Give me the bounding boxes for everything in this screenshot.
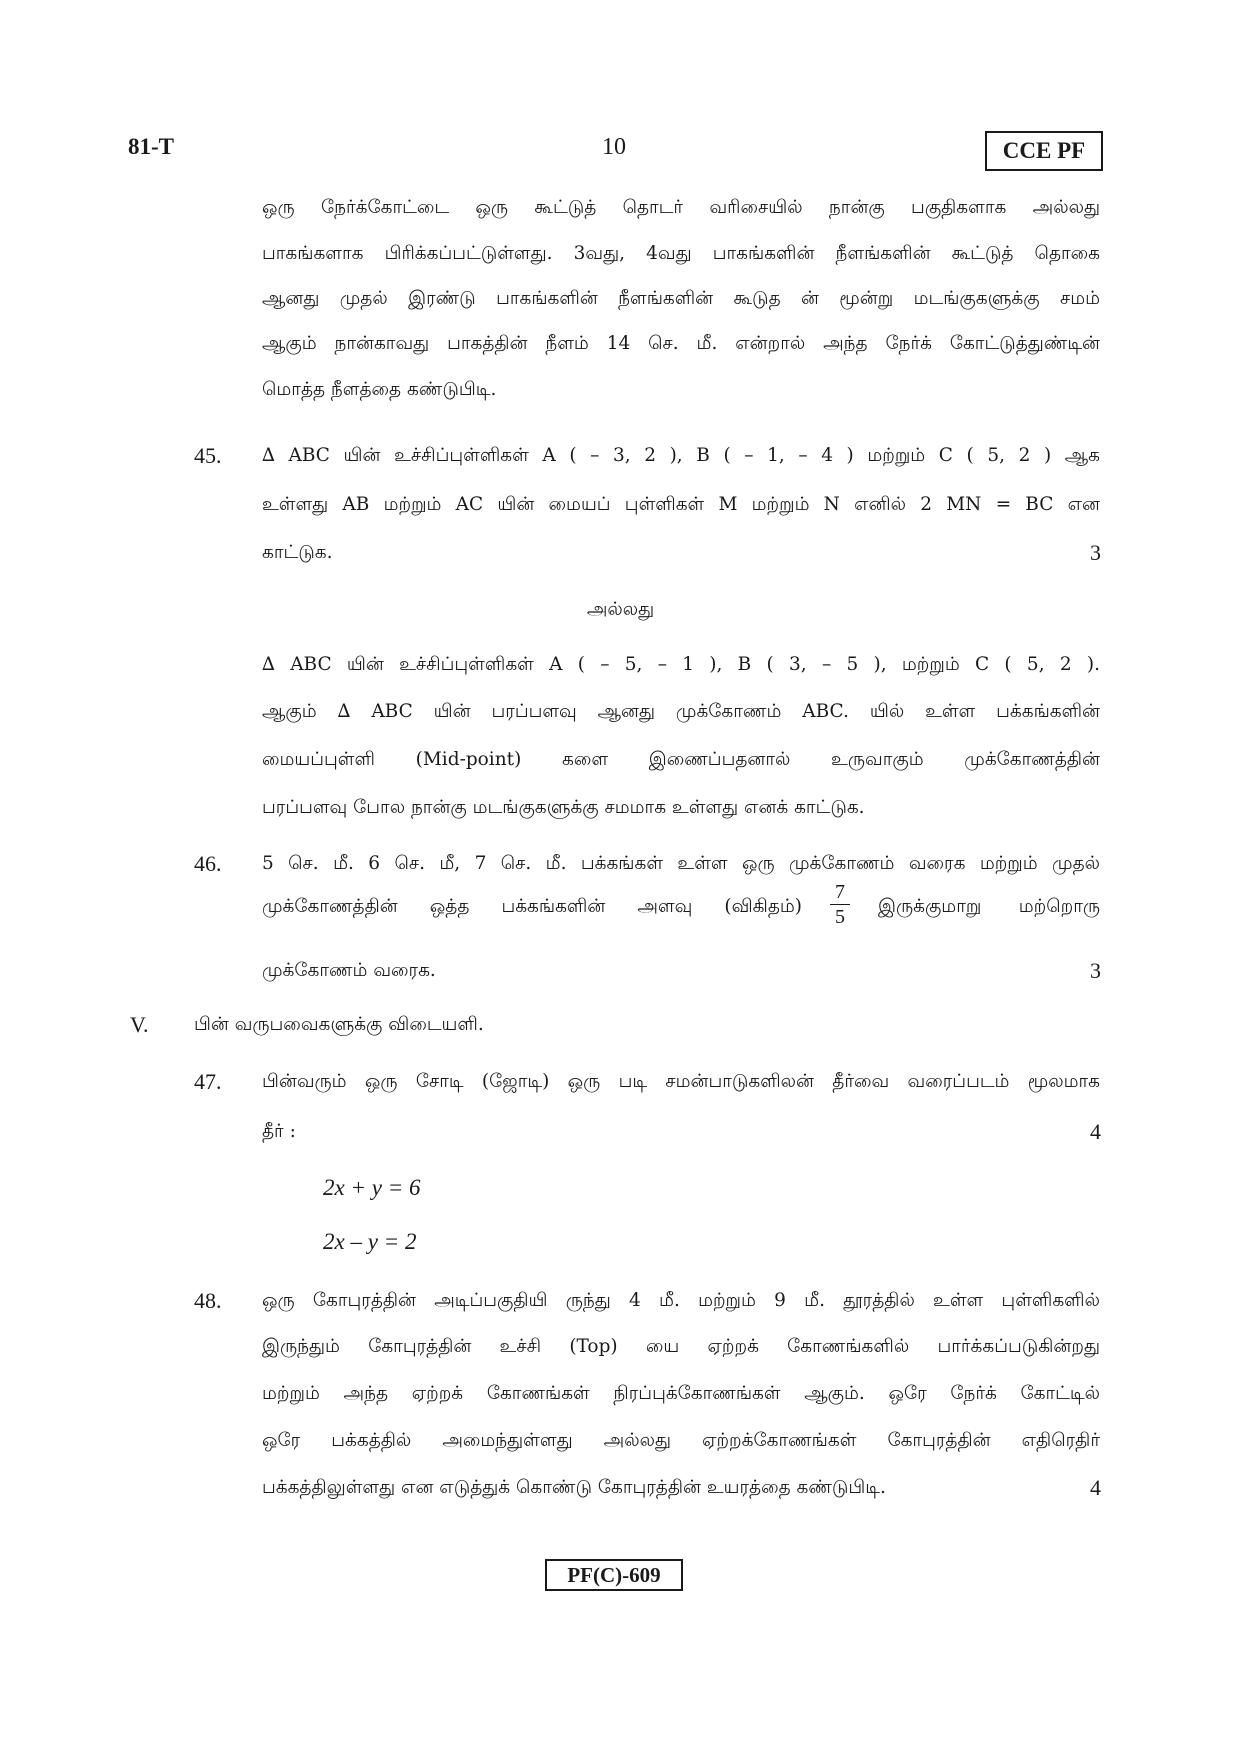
paper-code: 81-T — [128, 134, 174, 159]
equation-1: 2x + y = 6 — [323, 1175, 421, 1200]
series-box: CCE PF — [985, 131, 1103, 171]
q45-alt-line-2: ஆகும் ∆ ABC யின் பரப்பளவு ஆனது முக்கோணம் ABC. யில் உள்ள பக்கங்களின் — [262, 701, 1100, 722]
q46-line-3: முக்கோணம் வரைக. — [262, 960, 436, 981]
q47-marks: 4 — [1090, 1119, 1101, 1144]
intro-line-1: ஒரு நேர்க்கோட்டை ஒரு கூட்டுத் தொடர் வரிசையில் நான்கு பகுதிகளாக அல்லது — [262, 197, 1100, 218]
question-number-46: 46. — [194, 851, 222, 876]
footer-code-box: PF(C)-609 — [545, 1559, 683, 1591]
ratio-fraction — [830, 880, 850, 929]
q48-line-3: மற்றும் அந்த ஏற்றக் கோணங்கள் நிரப்புக்கோணங்கள் ஆகும். ஒரே நேர்க் கோட்டில் — [262, 1383, 1100, 1404]
q46-marks: 3 — [1090, 958, 1101, 983]
intro-line-2: பாகங்களாக பிரிக்கப்பட்டுள்ளது. 3வது, 4வது பாகங்களின் நீளங்களின் கூட்டுத் தொகை — [262, 243, 1100, 264]
q45-line-1: ∆ ABC யின் உச்சிப்புள்ளிகள் A ( – 3, 2 ), B ( – 1, – 4 ) மற்றும் C ( 5, 2 ) ஆக — [262, 445, 1100, 466]
question-number-48: 48. — [194, 1288, 222, 1313]
question-number-45: 45. — [194, 443, 222, 468]
equation-2: 2x – y = 2 — [323, 1229, 417, 1254]
question-number-47: 47. — [194, 1069, 222, 1094]
q48-marks: 4 — [1090, 1475, 1101, 1500]
q48-line-4: ஒரே பக்கத்தில் அமைந்துள்ளது அல்லது ஏற்றக்கோணங்கள் கோபுரத்தின் எதிரெதிர் — [262, 1430, 1100, 1451]
q45-line-3: காட்டுக. — [262, 542, 333, 563]
q46-line-1: 5 செ. மீ. 6 செ. மீ, 7 செ. மீ. பக்கங்கள் உள்ள ஒரு முக்கோணம் வரைக மற்றும் முதல் — [262, 853, 1100, 874]
q47-line-1: பின்வரும் ஒரு சோடி (ஜோடி) ஒரு படி சமன்பாடுகளிலன் தீர்வை வரைப்படம் மூலமாக — [262, 1071, 1100, 1092]
page-number: 10 — [602, 134, 626, 160]
q45-line-2: உள்ளது AB மற்றும் AC யின் மையப் புள்ளிகள் M மற்றும் N எனில் 2 MN = BC என — [262, 494, 1100, 515]
fraction-numerator: 7 — [830, 880, 850, 905]
intro-line-3: ஆனது முதல் இரண்டு பாகங்களின் நீளங்களின் கூடுத ன் மூன்று மடங்குகளுக்கு சமம் — [262, 288, 1100, 309]
q48-line-5: பக்கத்திலுள்ளது என எடுத்துக் கொண்டு கோபுரத்தின் உயரத்தை கண்டுபிடி. — [262, 1477, 886, 1498]
section-number: V. — [130, 1012, 149, 1037]
q46-line-2-left: முக்கோணத்தின் ஒத்த பக்கங்களின் அளவு (விகிதம்) — [262, 896, 802, 917]
q46-line-2-right: இருக்குமாறு மற்றொரு — [878, 896, 1100, 917]
q45-marks: 3 — [1090, 540, 1101, 565]
or-label: அல்லது — [586, 599, 655, 620]
q45-alt-line-3: மையப்புள்ளி (Mid-point) களை இணைப்பதனால் உருவாகும் முக்கோணத்தின் — [262, 749, 1100, 770]
section-title: பின் வருபவைகளுக்கு விடையளி. — [194, 1014, 484, 1035]
q48-line-2: இருந்தும் கோபுரத்தின் உச்சி (Top) யை ஏற்றக் கோணங்களில் பார்க்கப்படுகின்றது — [262, 1336, 1100, 1357]
q45-alt-line-4: பரப்பளவு போல நான்கு மடங்குகளுக்கு சமமாக உள்ளது எனக் காட்டுக. — [262, 797, 865, 818]
fraction-denominator: 5 — [835, 906, 845, 928]
q45-alt-line-1: ∆ ABC யின் உச்சிப்புள்ளிகள் A ( – 5, – 1 ), B ( 3, – 5 ), மற்றும் C ( 5, 2 ). — [262, 654, 1100, 675]
intro-line-5: மொத்த நீளத்தை கண்டுபிடி. — [262, 379, 497, 400]
intro-line-4: ஆகும் நான்காவது பாகத்தின் நீளம் 14 செ. மீ. என்றால் அந்த நேர்க் கோட்டுத்துண்டின் — [262, 333, 1100, 354]
q48-line-1: ஒரு கோபுரத்தின் அடிப்பகுதியி ருந்து 4 மீ. மற்றும் 9 மீ. தூரத்தில் உள்ள புள்ளிகளில் — [262, 1290, 1100, 1311]
q47-line-2: தீர் : — [262, 1121, 296, 1142]
